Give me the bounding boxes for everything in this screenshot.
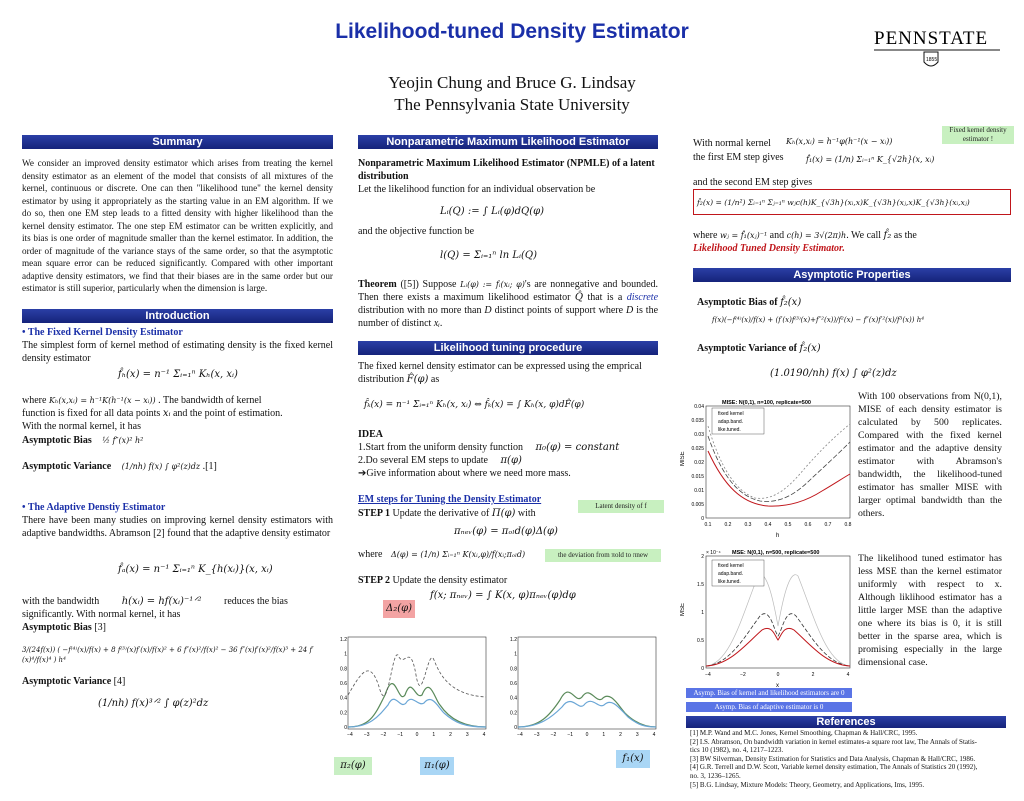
step1-eq: Π(φ): [491, 508, 516, 519]
tuning-l1-eq: F̂(φ): [406, 374, 429, 385]
bw-a: with the bandwidth: [22, 596, 100, 607]
variance-row: [22, 460, 217, 473]
pi-xtick: 2: [449, 732, 452, 738]
mise-xtick: 0.1: [704, 522, 712, 528]
f-xtick: 2: [619, 732, 622, 738]
theorem-discrete: discrete: [626, 292, 659, 303]
mise-leg3: like.tuned.: [718, 427, 741, 433]
and-word: and: [769, 230, 785, 241]
npmle-l1: Let the likelihood function for an individual observation be: [358, 184, 596, 195]
idea-s1: 1.Start from the uniform density function: [358, 442, 523, 453]
tuning-l1: [358, 360, 658, 386]
authors: Yeojin Chung and Bruce G. Lindsay: [388, 73, 636, 92]
fixed-kde-where: [22, 394, 333, 407]
theorem-g: is the number of distinct: [358, 305, 659, 329]
f-xtick: −2: [550, 732, 557, 738]
summary-header: Summary: [22, 135, 333, 149]
ref-item: [4] G.R. Terrell and D.W. Scott, Variable kernel density estimation, The Annals of Statistics 20 (1992),: [690, 763, 978, 772]
var2-ref: [4]: [113, 676, 126, 687]
f2-box-eq: f̂₂(x) = (1/n²) Σᵢ₌₁ⁿ Σⱼ₌₁ⁿ wⱼc(h)K_{√3h}(xᵢ,x)K_{√3h}(xⱼ,x)K_{√3h}(xᵢ,xⱼ): [693, 189, 1011, 215]
mse-leg3: like.tuned.: [718, 579, 741, 585]
bias2-eq: 3/(24f(x)) ( −f⁽⁴⁾(x)/f(x) + 8 f⁽³⁾(x)f′(x)/f(x)² + 6 f″(x)²/f(x)² − 36 f″(x)f′(x)²/f(x)³ + 24 f′(x)⁴/f(x)⁴ ) h⁴: [22, 646, 314, 664]
step1-with: with: [517, 508, 536, 519]
pi-plot: [340, 635, 490, 740]
kernel-def-eq: Kₕ(x,xᵢ) = h⁻¹K(h⁻¹(x − xᵢ)): [48, 396, 156, 405]
mise-xtick: 0.3: [744, 522, 752, 528]
delta2-label: Δ₂(φ): [383, 600, 415, 618]
step2-label: STEP 2: [358, 575, 390, 586]
f-xtick: −3: [533, 732, 540, 738]
theorem-label: Theorem: [358, 279, 397, 290]
mse-leg2: adap.band.: [718, 571, 744, 577]
mse-ylabel: MSE: [680, 602, 686, 616]
step2-text: Update the density estimator: [392, 575, 508, 586]
mise-plot: [680, 396, 855, 541]
asym-var-row: [697, 342, 821, 355]
tuning-l1-as: as: [430, 374, 440, 385]
variance-label: Asymptotic Variance: [22, 461, 112, 472]
fixed-kde-section: [22, 326, 333, 365]
f-xtick: 3: [635, 732, 639, 738]
mse-ytick: 0: [701, 666, 704, 672]
var2-label: Asymptotic Variance: [22, 676, 112, 687]
adaptive-title: • The Adaptive Denstiy Estimator: [22, 502, 166, 513]
pi-ytick: 0.4: [340, 695, 347, 702]
step1-text: Update the derivative of: [392, 508, 490, 519]
idea-step1: [358, 441, 668, 454]
mise-leg2: adap.band.: [718, 419, 744, 425]
pi-ytick: 1: [344, 651, 347, 658]
step2-row: [358, 574, 507, 587]
normal-kernel-text: With the normal kernel, it has: [22, 421, 142, 432]
where-word: where: [693, 230, 718, 241]
mise-xtick: 0.7: [824, 522, 832, 528]
asym-bias-f: f̂₂(x): [780, 297, 802, 308]
w-eq: wⱼ = f̂₁(xⱼ)⁻¹: [719, 231, 768, 240]
f-plot-frame: [518, 637, 656, 729]
theorem-text: [358, 278, 658, 330]
theorem-h: xᵢ: [433, 318, 440, 329]
line2-a: function is fixed for all data points: [22, 408, 161, 419]
mse-exp: × 10⁻⁴: [706, 550, 721, 556]
mise-ytick: 0.025: [691, 446, 704, 452]
bias2-ref: [3]: [94, 622, 106, 633]
asym-var-label: Asymptotic Variance of: [697, 343, 797, 354]
tuning-header: Likelihood tuning procedure: [358, 341, 658, 355]
mise-ytick: 0.03: [694, 432, 704, 438]
idea-s2: 2.Do several EM steps to update: [358, 455, 488, 466]
f-ytick: 0.4: [510, 695, 517, 702]
mise-xtick: 0.5: [784, 522, 792, 528]
pi-xtick: 0: [415, 732, 419, 738]
intro-header: Introduction: [22, 309, 333, 323]
bias-eq: ½ f″(x)² h²: [102, 436, 144, 445]
deviation-note: the deviation from πold to πnew: [545, 549, 661, 562]
logo-shield-icon: [872, 24, 1002, 74]
f1-label: f₁(x): [616, 750, 650, 768]
f-ytick: 1: [514, 651, 517, 658]
em-right-where: [693, 229, 1013, 255]
npmle-header: Nonparametric Maximum Likelihood Estimator: [358, 135, 658, 149]
fixed-kde-equation: f̂ₕ(x) = n⁻¹ Σᵢ₌₁ⁿ Kₕ(x, xᵢ): [118, 369, 238, 380]
variance-eq: (1/nh) f(x) ∫ φ²(z)dz: [121, 462, 201, 471]
authors-block: [0, 72, 1024, 116]
mse-leg1: fixed kernel: [718, 563, 744, 569]
logo-year: 1855: [926, 57, 938, 63]
sig-text: significantly. With normal kernel, it has: [22, 609, 181, 620]
mise-title: MISE: N(0,1), n=100, replicate=500: [722, 400, 811, 406]
fixed-kde-text: The simplest form of kernel method of estimating density is the fixed kernel density estimator: [22, 340, 333, 364]
pinew-eq: πₙₑᵥ(φ) = πₒₗd(φ)Δ(φ): [454, 526, 558, 537]
idea-s1-eq: π₀(φ) = constant: [535, 442, 620, 453]
em-right-l2: the first EM step gives: [693, 152, 784, 163]
pennstate-logo: [872, 24, 1002, 74]
npmle-title: Nonparametric Maximum Likelihood Estimator (NPMLE) of a latent distribution: [358, 158, 655, 182]
npmle-eq1: Lᵢ(Q) := ∫ Lᵢ(φ)dQ(φ): [440, 206, 545, 217]
idea-step2: [358, 454, 668, 467]
bw-eq: h(xᵢ) = hf(xᵢ)⁻¹ᐟ²: [121, 596, 202, 607]
bias2-label: Asymptotic Bias: [22, 622, 92, 633]
npmle-eq2: l(Q) = Σᵢ₌₁ⁿ ln Lᵢ(Q): [440, 250, 538, 261]
theorem-i: .: [439, 318, 443, 329]
lte-label: Likelihood Tuned Density Estimator.: [693, 243, 845, 254]
f-xtick: 4: [652, 732, 656, 738]
f-xtick: −1: [567, 732, 574, 738]
idea-label: IDEA: [358, 429, 384, 440]
fixed-kernel-note: Fixed kernel density estimator !: [942, 126, 1014, 144]
theorem-e: distinct points of support where: [494, 305, 624, 316]
npmle-section: [358, 157, 658, 196]
asym-var-f: f̂₂(x): [799, 343, 821, 354]
idea-s3: ➔Give information about where we need more mass.: [358, 468, 571, 479]
mise-ytick: 0.015: [691, 474, 704, 480]
bias2-row: [22, 621, 106, 634]
mse-xtick: 2: [811, 672, 815, 678]
mise-ylabel: MISE: [680, 451, 686, 466]
var2-row: [22, 675, 125, 688]
mise-xtick: 0.6: [804, 522, 812, 528]
pi-plot-frame: [348, 637, 486, 729]
mise-leg1: fixed kernel: [718, 411, 744, 417]
theorem-q: Q̂: [574, 292, 584, 303]
f-plot: [510, 635, 660, 740]
theorem-b: that is a: [587, 292, 623, 303]
theorem-eq: Lᵢ(φ) := fᵢ(xᵢ; φ): [460, 280, 525, 289]
theorem-c: distribution with no more than: [358, 305, 482, 316]
theorem-ref: ([5]) Suppose: [400, 279, 457, 290]
ref-item: [3] BW Silverman, Density Estimation for Statistics and Data Analysis, Chapman & Hall/CRC, 1986.: [690, 754, 976, 763]
pi-ytick: 0.8: [340, 666, 347, 673]
theorem-f: D: [626, 305, 634, 316]
pi-xtick: 4: [482, 732, 486, 738]
variance-ref: .[1]: [202, 461, 217, 472]
asym-var-eq: (1.0190/nh) f(x) ∫ φ²(z)dz: [770, 368, 897, 379]
logo-name: PENNSTATE: [874, 28, 989, 49]
step1-row: [358, 507, 536, 520]
ref-item: [1] M.P. Wand and M.C. Jones, Kernel Smoothing, Chapman & Hall/CRC, 1995.: [690, 729, 918, 737]
mse-xlabel: x: [776, 683, 779, 688]
pi-ytick: 1.2: [340, 637, 347, 643]
call-word: . We call: [846, 230, 882, 241]
f2-symbol: f̂₂: [883, 230, 892, 241]
pi-xtick: 1: [432, 732, 436, 738]
em-steps-title: EM steps for Tuning the Density Estimator: [358, 494, 542, 505]
em-right-l3: and the second EM step gives: [693, 177, 813, 188]
as-the-word: as the: [893, 230, 917, 241]
ref-item: no. 3, 1236–1265.: [690, 771, 741, 780]
lte-text: The likelihood tuned estimator has less MSE than the kernel estimator uniformly with respect to x. Although liklihood estimator has a little larger MSE than the adaptive one where its bias is 0, it is still better in the sparse area, which is promising especially in the large dimensional case.: [858, 553, 1002, 668]
step1-label: STEP 1: [358, 508, 390, 519]
adaptive-section: [22, 501, 333, 540]
line2-eq: xᵢ: [162, 408, 171, 419]
mse-plot: [680, 546, 855, 688]
bias-note1: Asymp. Bias of kernel and likelihood estimators are 0: [686, 688, 852, 698]
var2-eq: (1/nh) f(x)³ᐟ² ∫ φ(z)²dz: [98, 698, 209, 709]
npmle-l2: and the objective function be: [358, 226, 475, 237]
pi-xtick: −3: [363, 732, 370, 738]
delta-where: where: [358, 549, 383, 560]
bias-note2: Asymp. Bias of adaptive estimator is 0: [686, 702, 852, 712]
em-right-l1-eq: Kₕ(x,xᵢ) = h⁻¹φ(h⁻¹(x − xᵢ)): [786, 137, 893, 146]
pi-xtick: −1: [397, 732, 404, 738]
idea-section: [358, 428, 668, 480]
mse-ytick: 0.5: [697, 638, 704, 644]
asym-bias-label: Asymptotic Bias of: [697, 297, 778, 308]
delta-eq: Δ(φ) = (1/n) Σᵢ₌₁ⁿ K(xᵢ,φ)/f(xᵢ;πₒₗd): [390, 550, 526, 559]
asym-bias-eq: f(x)(−f⁽⁴⁾(x)/f(x) + (f′(x)f⁽³⁾(x)+f″²(x))/f²(x) − f″(x)f′²(x)/f³(x)) h⁴: [712, 316, 925, 324]
bias-label: Asymptotic Bias: [22, 435, 92, 446]
pi-xtick: 3: [465, 732, 469, 738]
step2-eq: f(x; πₙₑᵥ) = ∫ K(x, φ)πₙₑᵥ(φ)dφ: [430, 590, 576, 601]
poster-title: Likelihood-tuned Density Estimator: [335, 20, 689, 43]
f-ytick: 1.2: [510, 637, 517, 643]
where-label: where: [22, 395, 47, 406]
f-xtick: 0: [585, 732, 589, 738]
bias-row: [22, 434, 143, 447]
bw-b: reduces the bias: [223, 596, 288, 607]
mse-xtick: 0: [776, 672, 780, 678]
delta-row: [358, 548, 525, 561]
bandwidth-row: [22, 595, 333, 608]
refs-header: References: [686, 716, 1006, 728]
pi-xtick: −4: [347, 732, 353, 738]
fixed-kde-title: • The Fixed Kernel Density Estimator: [22, 327, 183, 338]
idea-s2-eq: π(φ): [500, 455, 522, 466]
summary-text: We consider an improved density estimator which arises from treating the kernel density estimator as an element of the model that consists of all mixtures of the kernel, continuous or discrete. One can then "likelihood tune" the kernel density estimator by using it appropriately as the starting value in an EM algorithm. If we do so, then one EM step leads to a fitted density with higher likelihood than the kernel density estimator. The one step EM estimator can be written explicitly, and its bias is one order of magnitude smaller than the kernel estimator. In addition, the order of magnitude of the variance stays of the same order, so that the asymptotic mean square error can be reduced significantly. Compared with other important adaptive density estimators, we find that their biases are in the same order but our estimator is still superior, particularly when the dimension is large.: [22, 158, 333, 293]
pi1-label: π₁(φ): [420, 757, 454, 775]
mise-ytick: 0.01: [694, 488, 704, 494]
mse-xtick: −2: [740, 672, 746, 678]
mse-ytick: 1: [701, 610, 704, 616]
refs-list: [690, 729, 1010, 789]
f-ytick: 0.8: [510, 666, 517, 673]
fixed-kde-line2: [22, 407, 333, 420]
mise-xlabel: h: [776, 533, 780, 539]
f-xtick: 1: [602, 732, 606, 738]
pi-ytick: 0.2: [340, 710, 347, 717]
adaptive-equation: f̂ₐ(x) = n⁻¹ Σᵢ₌₁ⁿ K_{h(xᵢ)}(x, xᵢ): [118, 564, 273, 575]
pi-ytick: 0: [344, 725, 347, 731]
tuning-eq: f̂ₖ(x) = n⁻¹ Σᵢ₌₁ⁿ Kₕ(x, xᵢ) ⇔ f̂ₖ(x) = ∫ Kₕ(x, φ)dF̂(φ): [364, 400, 585, 410]
em-right-l2-eq: f̂₁(x) = (1/n) Σᵢ₌₁ⁿ K_{√2h}(x, xᵢ): [806, 155, 935, 164]
mise-xtick: 0.4: [764, 522, 772, 528]
where-tail: . The bandwidth of kernel: [158, 395, 262, 406]
theorem-d: D: [484, 305, 492, 316]
mse-xtick: 4: [846, 672, 850, 678]
mise-xtick: 0.2: [724, 522, 732, 528]
latent-note: Latent density of f: [578, 500, 664, 513]
mise-ytick: 0.04: [694, 404, 704, 410]
mise-ytick: 0.005: [691, 502, 704, 508]
c-eq: c(h) = 3√(2π)h: [786, 231, 847, 240]
mse-xtick: −4: [705, 672, 711, 678]
theorem-a: 's are nonnegative and bounded. Then there exists a maximum likelihood estimator: [358, 279, 659, 303]
adaptive-text: There have been many studies on improving kernel density estimators with adaptive bandwidths. Abramson [2] found that the adaptive density estimator: [22, 515, 333, 539]
mise-text: With 100 observations from N(0,1), MISE of each density estimator is calculated by 500 replicates. Compared with the fixed kernel estimator and the adaptive density estimator with Abramson's bandwidth, the likelihood-tuned estimator has smaller MISE with larger optimal bandwidth than the others.: [858, 391, 1002, 519]
pi2-label: π₂(φ): [334, 757, 372, 775]
pi-ytick: 0.6: [340, 681, 347, 687]
mise-ytick: 0.035: [691, 418, 704, 424]
mise-ytick: 0: [701, 516, 704, 522]
f-ytick: 0: [514, 725, 517, 731]
ref-item: [2] I.S. Abramson, On bandwidth variation in kernel estimates-a square root law, The Annals of Statis-: [690, 737, 977, 746]
ref-item: tics 10 (1982), no. 4, 1217–1223.: [690, 746, 784, 755]
mse-ytick: 1.5: [697, 582, 704, 588]
f-ytick: 0.2: [510, 710, 517, 717]
asym-bias-row: [697, 296, 801, 309]
f-ytick: 0.6: [510, 681, 517, 687]
em-right-l1: With normal kernel: [693, 138, 771, 149]
pi-xtick: −2: [380, 732, 387, 738]
affiliation: The Pennsylvania State University: [394, 95, 630, 114]
mse-ytick: 2: [701, 554, 704, 560]
asym-header: Asymptotic Properties: [693, 268, 1011, 282]
ref-item: [5] B.G. Lindsay, Mixture Models: Theory, Geometry, and Applications, Ims, 1995.: [690, 780, 925, 789]
line2-b: and the point of estimation.: [172, 408, 283, 419]
f-xtick: −4: [517, 732, 523, 738]
tuning-l1-text: The fixed kernel density estimator can be expressed using the emprical distribution: [358, 361, 642, 385]
mse-title: MSE: N(0,1), n=500, replicate=500: [732, 550, 820, 556]
mise-ytick: 0.02: [694, 460, 704, 466]
mise-xtick: 0.8: [844, 522, 852, 528]
